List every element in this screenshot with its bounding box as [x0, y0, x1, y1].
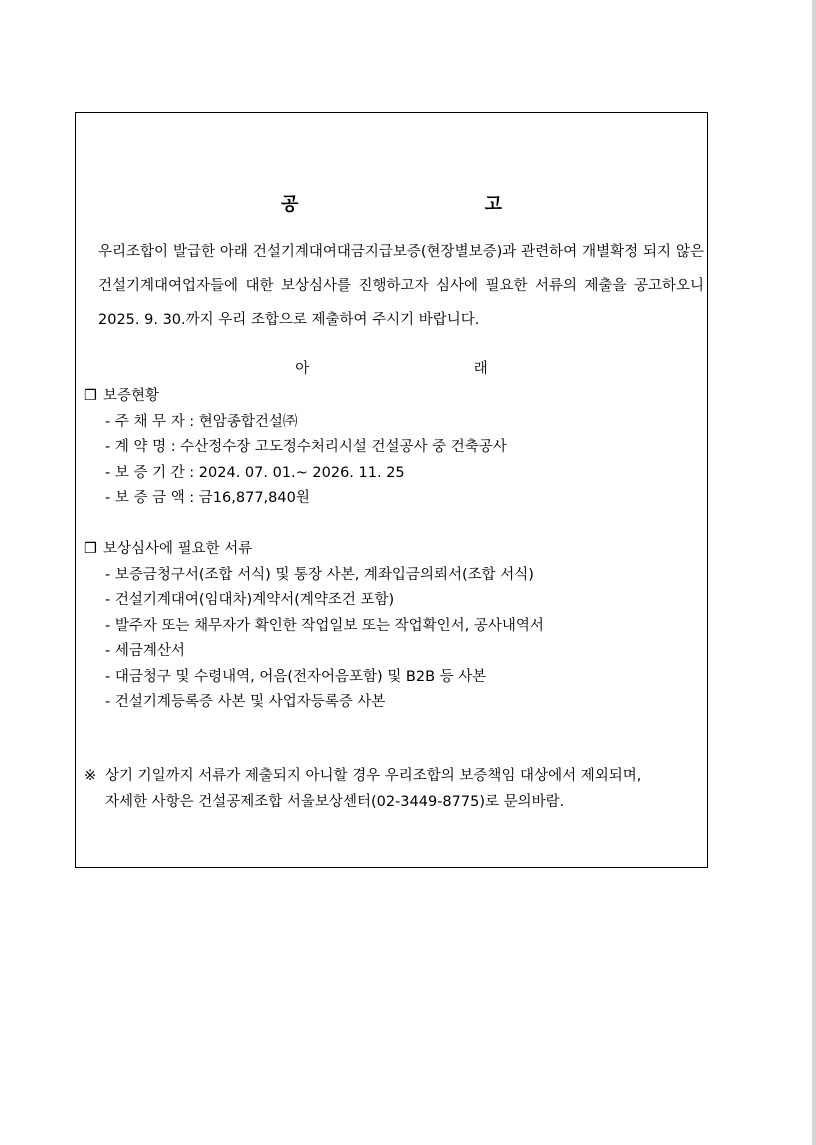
footnote	[84, 763, 704, 815]
guarantee-item-debtor: - 주 채 무 자 : 현암종합건설㈜	[105, 413, 298, 430]
details-heading: 아 래	[295, 361, 568, 377]
checkbox-bullet-icon: ❒	[84, 541, 97, 557]
footnote-line-2: 자세한 사항은 건설공제조합 서울보상센터(02-3449-8775)로 문의바람.	[105, 794, 565, 810]
guarantee-status-title: 보증현황	[103, 388, 160, 404]
notice-box	[75, 112, 708, 868]
guarantee-item-amount: - 보 증 금 액 : 금16,877,840원	[105, 490, 310, 506]
required-documents-title: 보상심사에 필요한 서류	[103, 541, 253, 557]
footnote-text-1: 상기 기일까지 서류가 제출되지 아니할 경우 우리조합의 보증책임 대상에서 제외되며,	[105, 768, 642, 784]
document-item: - 발주자 또는 채무자가 확인한 작업일보 또는 작업확인서, 공사내역서	[105, 617, 544, 634]
reference-mark-icon: ※	[84, 768, 97, 784]
document-item: - 건설기계등록증 사본 및 사업자등록증 사본	[105, 694, 386, 710]
footnote-line-1	[84, 763, 704, 789]
required-documents-header	[84, 537, 699, 563]
notice-intro-paragraph: 우리조합이 발급한 아래 건설기계대여대금지급보증(현장별보증)과 관련하여 개별확정 되지 않은 건설기계대여업자들에 대한 보상심사를 진행하고자 심사에 필요한 서류의 제출을 공고하오니 2025. 9. 30.까지 우리 조합으로 제출하여 주시기 바랍니다.	[98, 244, 704, 328]
page-edge	[812, 0, 816, 1145]
guarantee-item-period: - 보 증 기 간 : 2024. 07. 01.~ 2026. 11. 25	[105, 464, 405, 481]
guarantee-status-header	[84, 384, 699, 410]
required-documents-section	[84, 537, 699, 716]
guarantee-status-section	[84, 384, 699, 512]
document-item: - 보증금청구서(조합 서식) 및 통장 사본, 계좌입금의뢰서(조합 서식)	[105, 566, 534, 583]
document-item: - 건설기계대여(임대차)계약서(계약조건 포함)	[105, 592, 395, 608]
notice-title: 공 고	[280, 194, 593, 215]
document-item: - 대금청구 및 수령내역, 어음(전자어음포함) 및 B2B 등 사본	[105, 668, 487, 685]
document-item: - 세금계산서	[105, 643, 185, 659]
guarantee-item-contract: - 계 약 명 : 수산정수장 고도정수처리시설 건설공사 중 건축공사	[105, 439, 507, 455]
checkbox-bullet-icon: ❒	[84, 388, 97, 404]
